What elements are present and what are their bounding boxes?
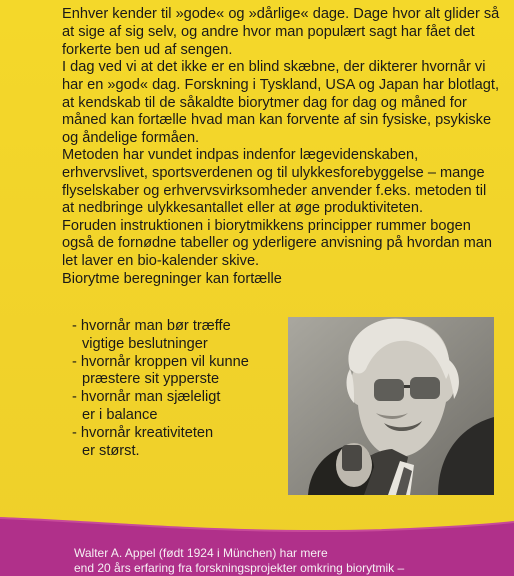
paragraph-method: Metoden har vundet indpas indenfor lægevidenskaben, erhvervslivet, sportsverdenen og til ulykkesforebyggelse – mange flyselskaber og erhvervsvirksomheder anvender f.eks. metoden til at nedbringe ulykkesantallet eller at øge produktiviteten. bbox=[62, 147, 487, 217]
author-bio-line: Walter A. Appel (født 1924 i München) har mere bbox=[74, 546, 328, 560]
paragraph-list-intro: Biorytme beregninger kan fortælle bbox=[62, 270, 282, 287]
biorhythm-list bbox=[72, 318, 287, 460]
author-bio bbox=[74, 546, 504, 576]
list-item-line: - hvornår man sjæleligt bbox=[72, 389, 221, 406]
list-item bbox=[72, 389, 287, 425]
paragraph-intro: Enhver kender til »gode« og »dårlige« dage. Dage hvor alt glider så at sige af sig selv, og andre hvor man populært sagt har fået det forkerte ben ud af sengen. bbox=[62, 6, 500, 58]
author-bio-line: end 20 års erfaring fra forskningsprojekter omkring biorytmik – bbox=[74, 561, 405, 575]
list-item-line: - hvornår kroppen vil kunne bbox=[72, 353, 249, 370]
description-text bbox=[62, 6, 502, 288]
paragraph-biorhythm: I dag ved vi at det ikke er en blind skæbne, der dikterer hvornår vi har en »god« dag. Forskning i Tyskland, USA og Japan har blotlagt, at kendskab til de såkaldte biorytmer dag for dag og måned for måned kan fortælle hvad man kan forvente af sin fysiske, psykiske og åndelige formåen. bbox=[62, 59, 500, 146]
author-photo bbox=[288, 317, 494, 495]
paragraph-contents: Foruden instruktionen i biorytmikkens principper rummer bogen også de fornødne tabeller og yderligere anvisning på hvordan man let laver en bio-kalender skive. bbox=[62, 217, 492, 269]
list-item-line: - hvornår kreativiteten bbox=[72, 424, 214, 441]
list-item-line: præstere sit ypperste bbox=[82, 371, 220, 388]
list-item-line: er i balance bbox=[82, 406, 158, 423]
list-item bbox=[72, 425, 287, 461]
list-item-line: er størst. bbox=[82, 442, 140, 459]
list-item-line: vigtige beslutninger bbox=[82, 335, 208, 352]
list-item bbox=[72, 354, 287, 390]
list-item-line: - hvornår man bør træffe bbox=[72, 318, 231, 334]
list-item bbox=[72, 318, 287, 354]
author-portrait-image bbox=[288, 317, 494, 495]
